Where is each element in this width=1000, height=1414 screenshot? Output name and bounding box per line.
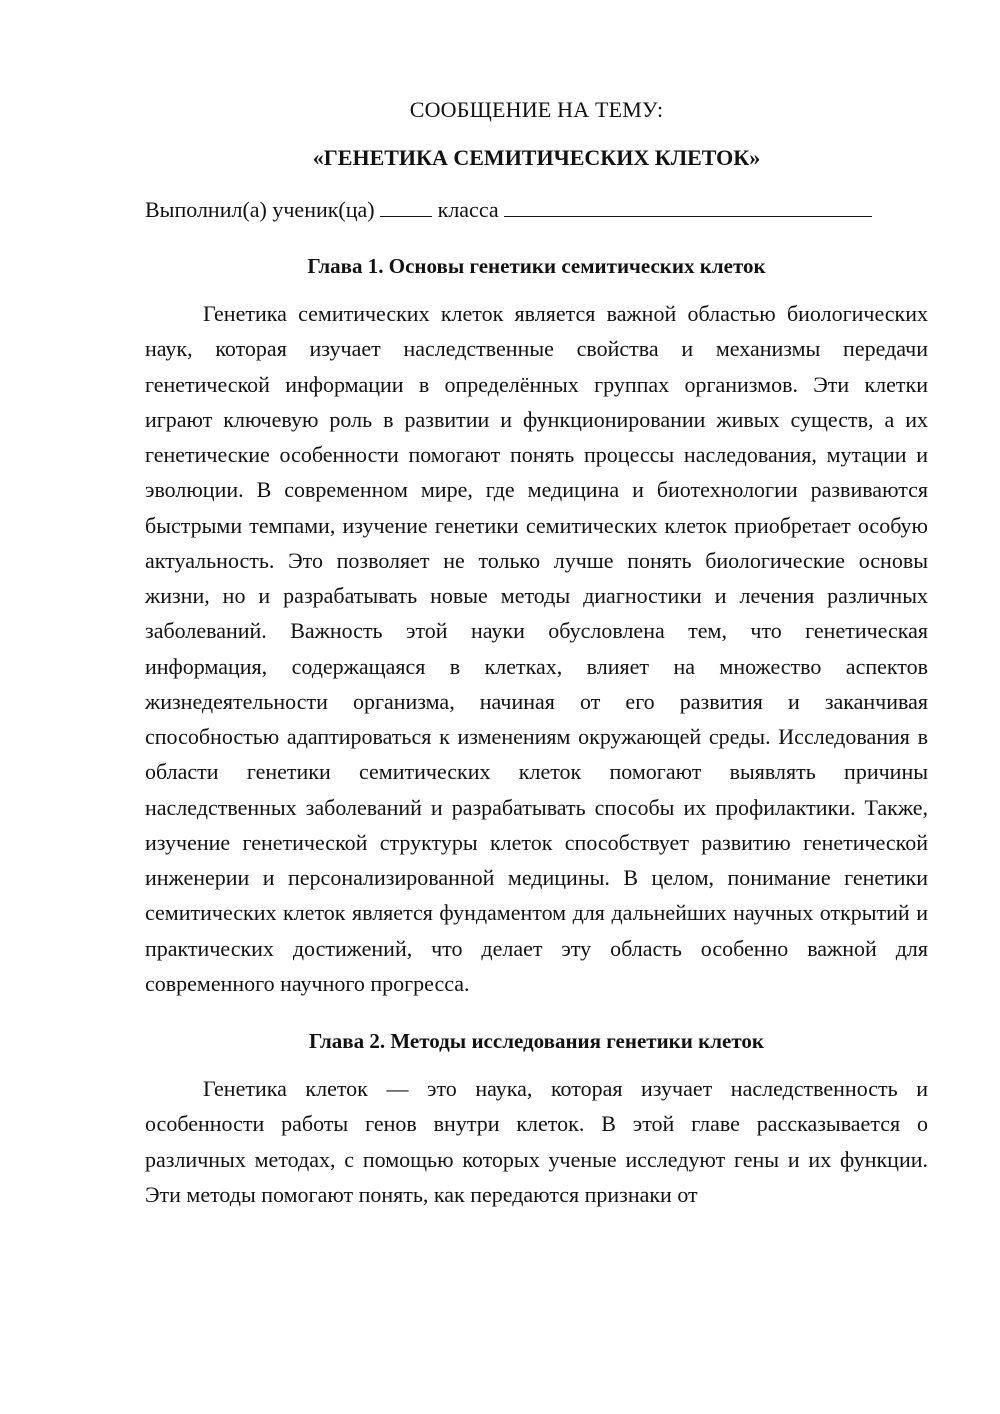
chapter2-heading: Глава 2. Методы исследования генетики клеток xyxy=(309,1029,764,1053)
student-name-blank xyxy=(504,190,872,217)
chapter1-heading: Глава 1. Основы генетики семитических клеток xyxy=(307,254,766,278)
class-number-blank xyxy=(380,190,432,217)
document-title-line2: «ГЕНЕТИКА СЕМИТИЧЕСКИХ КЛЕТОК» xyxy=(312,145,761,170)
chapter1-paragraph: Генетика семитических клеток является важной областью биологических наук, которая изучает наследственные свойства и механизмы передачи генетической информации в определённых группах организмов. Эти клетки играют ключевую роль в развитии и функционировании живых существ, а их генетические особенности помогают понять процессы наследования, мутации и эволюции. В современном мире, где медицина и биотехнологии развиваются быстрыми темпами, изучение генетики семитических клеток приобретает особую актуальность. Это позволяет не только лучше понять биологические основы жизни, но и разрабатывать новые методы диагностики и лечения различных заболеваний. Важность этой науки обусловлена тем, что генетическая информация, содержащаяся в клетках, влияет на множество аспектов жизнедеятельности организма, начиная от его развития и заканчивая способностью адаптироваться к изменениям окружающей среды. Исследования в области генетики семитических клеток помогают выявлять причины наследственных заболеваний и разрабатывать способы их профилактики. Также, изучение генетической структуры клеток способствует развитию генетической инженерии и персонализированной медицины. В целом, понимание генетики семитических клеток является фундаментом для дальнейших научных открытий и практических достижений, что делает эту область особенно важной для современного научного прогресса. xyxy=(145,301,928,996)
author-middle: класса xyxy=(437,197,499,222)
author-line xyxy=(145,190,928,228)
author-prefix: Выполнил(а) ученик(ца) xyxy=(145,197,375,222)
document-page xyxy=(145,92,928,1212)
document-title-line1: СООБЩЕНИЕ НА ТЕМУ: xyxy=(409,97,664,122)
chapter2-paragraph: Генетика клеток — это наука, которая изучает наследственность и особенности работы генов внутри клеток. В этой главе рассказывается о различных методах, с помощью которых ученые исследуют гены и их функции. Эти методы помогают понять, как передаются признаки от xyxy=(145,1076,928,1207)
